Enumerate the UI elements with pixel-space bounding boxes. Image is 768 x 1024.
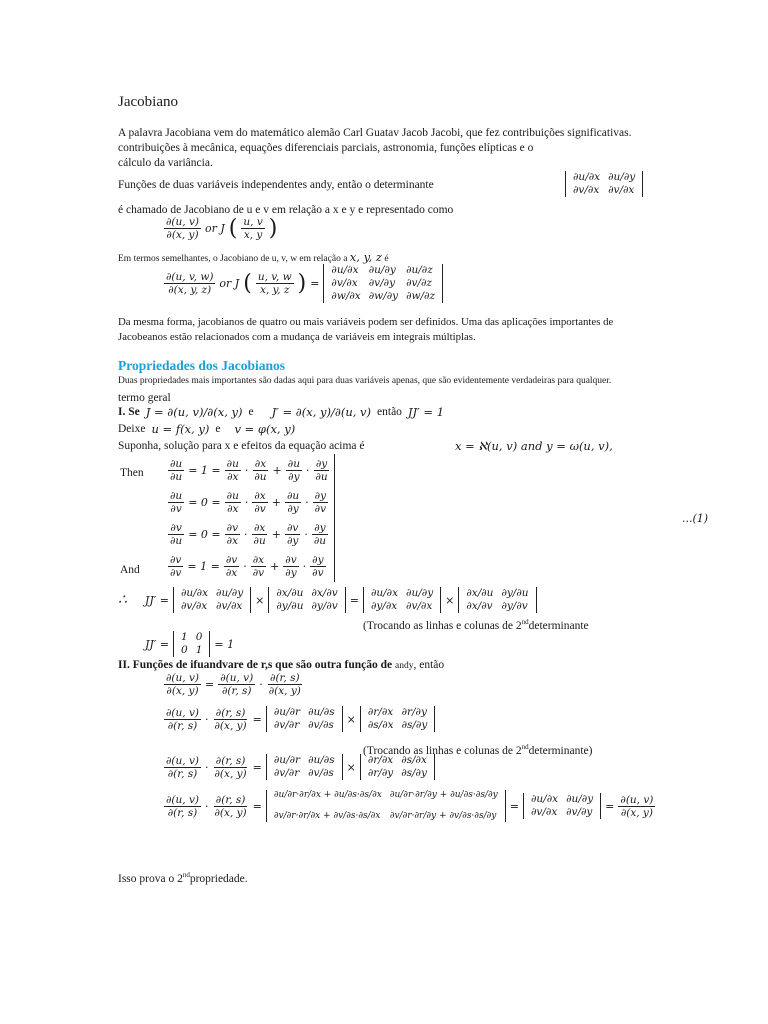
prop1-label: I. Se — [118, 406, 140, 418]
det-cell: ∂u/∂x — [573, 171, 601, 183]
jacobian-3x3-det: ∂u/∂x ∂u/∂y ∂u/∂z ∂v/∂x ∂v/∂y ∂v/∂z ∂w/∂x ∂w/∂y ∂w/∂z — [323, 264, 443, 303]
det-cell: ∂v/∂x — [573, 184, 600, 196]
jacobian-2x2-det — [565, 171, 643, 197]
suponha-text: Suponha, solução para x e efeitos da equação acima é — [118, 440, 365, 452]
called-text: é chamado de Jacobiano de u e v em relação a x e y e representado como — [118, 204, 454, 216]
jacobian-notation-2d: $\frac{\partial(u, v)}{\partial(x, y)}$ or J ( $\frac{u, v}{x, y}$ ) — [166, 216, 278, 241]
or-label: or J — [219, 277, 240, 290]
jacobian-3x3-equation: $\frac{\partial(u, v, w)}{\partial(x, y, z)}$ or J ( $\frac{u, v, w}{x, y, z}$ ) = ∂u/∂x ∂u/∂y ∂u/∂z ∂v/∂x ∂v/∂y ∂v/∂z ∂w/∂x ∂w/∂y ∂w/∂z — [164, 264, 443, 303]
chain-rule-system: $\frac{\partial u}{\partial u}$ = 1 = $\frac{\partial u}{\partial x}$ · $\frac{\partial x}{\partial u}$ + $\frac{\partial u}{\partial y}$ · $\frac{\partial y}{\partial u}$ $\frac{\partial u}{\partial v}$ = 0 = $\frac{\partial u}{\partial x}$ · $\frac{\partial x}{\partial v}$ + $\frac{\partial u}{\partial y}$ · $\frac{\partial y}{\partial v}$ $\frac{\partial v}{\partial u}$ = 0 = $\frac{\partial v}{\partial x}$ · $\frac{\partial x}{\partial u}$ + $\frac{\partial v}{\partial y}$ · $\frac{\partial y}{\partial u}$ $\frac{\partial v}{\partial v}$ = 1 = $\frac{\partial v}{\partial x}$ · $\frac{\partial x}{\partial v}$ + $\frac{\partial v}{\partial y}$ · $\frac{\partial y}{\partial v}$ — [168, 454, 335, 582]
and-label: And — [120, 564, 140, 576]
det-cell: ∂v/∂x — [608, 184, 635, 196]
swapped-det-eq: $\frac{\partial(u, v)}{\partial(r, s)}$ · $\frac{\partial(r, s)}{\partial(x, y)}$ = ∂u/∂r ∂u/∂s ∂v/∂r ∂v/∂s × ∂r/∂x ∂s/∂x ∂r/∂y ∂s/∂y — [164, 754, 435, 780]
jj-product-equation: ∴ JJ′ = ∂u/∂x ∂u/∂y ∂v/∂x ∂v/∂x × ∂x/∂u ∂x/∂v ∂y/∂u ∂y/∂v = ∂u/∂x ∂u/∂y ∂y/∂x ∂v/∂x × ∂x/∂u ∂y/∂u ∂x/∂v ∂y/∂v — [118, 587, 537, 613]
property-one-line: I. Se J = ∂(u, v)/∂(x, y) e J′ = ∂(x, y)/∂(u, v) então JJ′ = 1 — [118, 405, 445, 419]
trocando-note-1: (Trocando as linhas e colunas de 2nddeterminante — [363, 618, 589, 632]
two-vars-text: Funções de duas variáveis independentes andy, então o determinante — [118, 179, 434, 191]
paragraph-line: Da mesma forma, jacobianos de quatro ou mais variáveis podem ser definidos. Uma das aplicações importantes de — [118, 316, 614, 328]
expanded-det-eq: $\frac{\partial(u, v)}{\partial(r, s)}$ · $\frac{\partial(r, s)}{\partial(x, y)}$ = ∂u/∂r·∂r/∂x + ∂u/∂s·∂s/∂x ∂u/∂r·∂r/∂y + ∂u/∂s·∂s/∂y ∂v/∂r·∂r/∂x + ∂v/∂s·∂s/∂x ∂v/∂r·∂r/∂y + ∂v/∂s·∂s/∂y = ∂u/∂x ∂u/∂y ∂v/∂x ∂v/∂y = $\frac{\partial(u, v)}{\partial(x, y)}$ — [166, 790, 654, 821]
identity-equation: JJ′ = 1 0 0 1 = 1 — [145, 631, 235, 656]
three-vars-text: Em termos semelhantes, o Jacobiano de u, v, w em relação a x, y, z é — [118, 250, 389, 264]
deixe-line: Deixe u = f(x, y) e v = φ(x, y) — [118, 422, 296, 436]
det-cell: ∂u/∂y — [608, 171, 636, 183]
then-label: Then — [120, 467, 144, 479]
properties-intro: Duas propriedades mais importantes são dadas aqui para duas variáveis apenas, que são evidentemente verdadeiras para qualquer. — [118, 376, 612, 386]
prop1-jj: JJ′ = 1 — [407, 405, 445, 419]
suponha-equation: x = ℵ(u, v) and y = ω(u, v), — [455, 439, 613, 453]
equation-reference: ...(1) — [682, 512, 709, 525]
intro-line: contribuições à mecânica, equações diferenciais parciais, astronomia, funções elípticas e o — [118, 142, 534, 154]
chain-jacobian-det-eq: $\frac{\partial(u, v)}{\partial(r, s)}$ · $\frac{\partial(r, s)}{\partial(x, y)}$ = ∂u/∂r ∂u/∂s ∂v/∂r ∂v/∂s × ∂r/∂x ∂r/∂y ∂s/∂x ∂s/∂y — [164, 706, 435, 732]
conclusion-text: Isso prova o 2ndpropriedade. — [118, 871, 248, 885]
intro-line: cálculo da variância. — [118, 157, 213, 169]
prop1-jp: J′ = ∂(x, y)/∂(u, v) — [271, 405, 372, 419]
page-title: Jacobiano — [118, 94, 178, 110]
termo-geral: termo geral — [118, 392, 171, 404]
chain-jacobian-eq: $\frac{\partial(u, v)}{\partial(x, y)}$ = $\frac{\partial(u, v)}{\partial(r, s)}$ · $\frac{\partial(r, s)}{\partial(x, y)}$ — [166, 672, 301, 697]
intro-paragraph — [118, 126, 638, 171]
properties-heading: Propriedades dos Jacobianos — [118, 358, 286, 373]
paragraph-line: Jacobeanos estão relacionados com a mudança de variáveis em integrais múltiplas. — [118, 331, 476, 343]
four-vars-paragraph — [118, 315, 680, 345]
prop1-j: J = ∂(u, v)/∂(x, y) — [145, 405, 243, 419]
or-label: or J — [205, 222, 225, 235]
trocando-note-2: (Trocando as linhas e colunas de 2nddeterminante) — [363, 743, 593, 757]
property-two-line: II. Funções de ifuandvare de r,s que são outra função de andy, então — [118, 659, 445, 671]
intro-line: A palavra Jacobiana vem do matemático alemão Carl Guatav Jacob Jacobi, que fez contribuições significativas. — [118, 127, 632, 139]
